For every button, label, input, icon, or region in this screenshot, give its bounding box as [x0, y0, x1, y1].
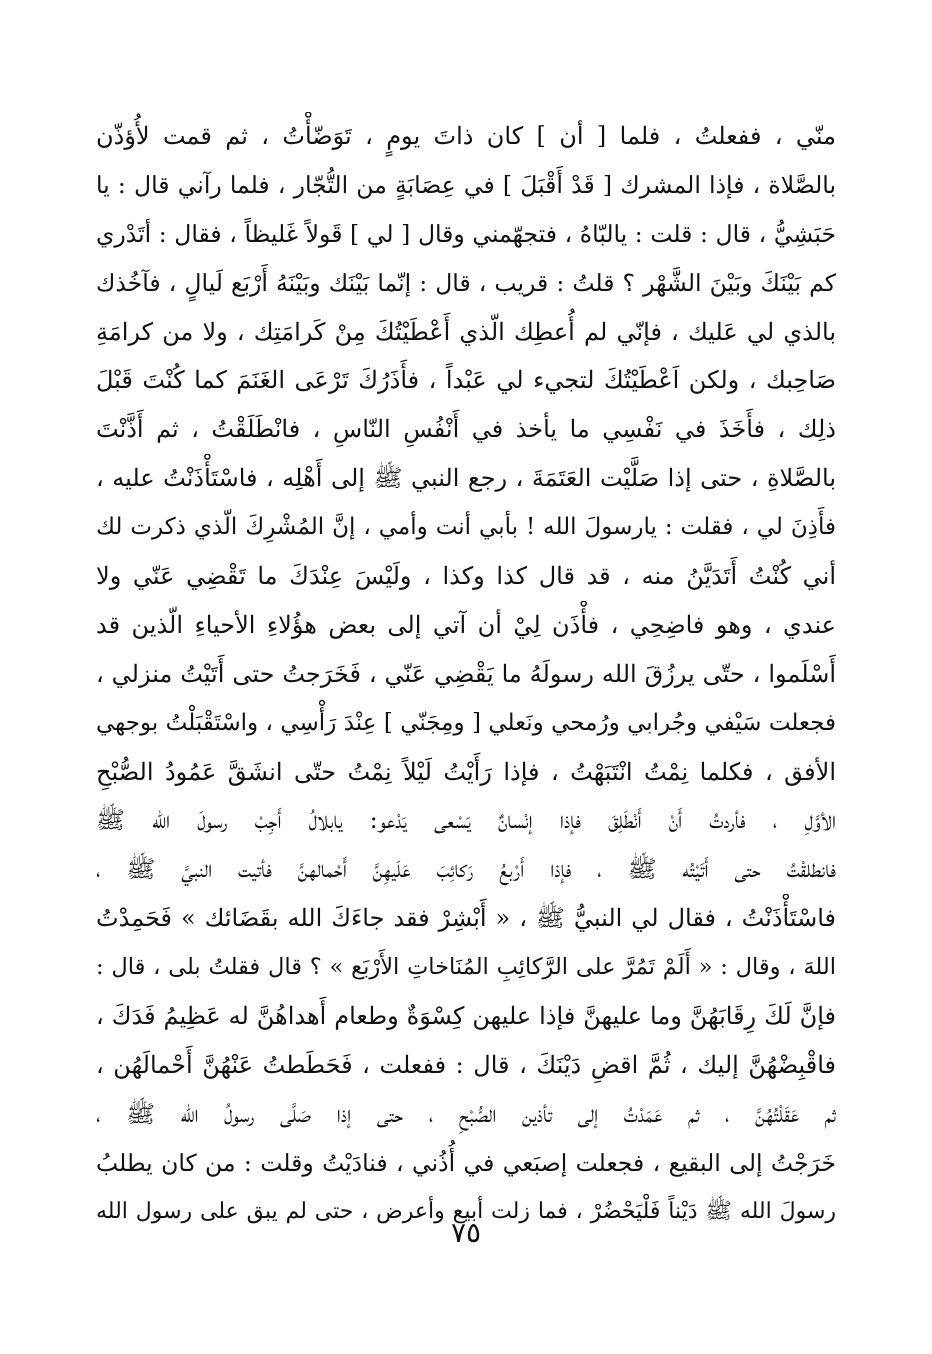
text-line-22: خَرَجْتُ إلى البقيع ، فجعلت إصبَعي في أُذُني ، فنادَيْتُ وقلت : من كان يطلبُ	[96, 1148, 836, 1177]
text-line-18: اللهَ ، وقال : « أَلَمْ تَمُرَّ على الرَّكائِبِ المُنَاخاتِ الأَرْبَع » ؟ قال فقلتُ بلى ، قال :	[96, 954, 836, 981]
text-line-9: فأَذِنَ لي ، فقلت : يارسولَ الله ! بأبي أنت وأمي ، إنَّ المُشْرِكَ الّذي ذكرت لك	[96, 514, 836, 541]
text-line-23: رسولَ الله ﷺ دَيْناً فَلْيَحْضُرْ ، فما زلت أبيع وأعرض ، حتى لم يبق على رسول الله	[96, 1198, 836, 1224]
text-line-20: فاقْبِضْهُنَّ إليك ، ثُمَّ اقضِ دَيْنَكَ ، قال : ففعلت ، فَحَطَطتُ عَنْهُنَّ أَحْمالَهُن ،	[96, 1050, 836, 1079]
text-line-5: بالذي لي عَليك ، فإنّي لم أُعطِك الّذي أَعْطَيْتُكَ مِنْ كَرامَتِك ، ولا من كرامَةِ	[96, 317, 836, 346]
text-line-10: أني كُنْتُ أَتَدَيَّنُ منه ، قد قال كذا وكذا ، ولَيْسَ عِنْدَكَ ما تَقْضِي عَنّي ولا	[96, 562, 836, 591]
text-line-4: كم بَيْنَكَ وبَيْنَ الشَّهْر ؟ قلتُ : قريب ، قال : إنّما بَيْنَك وبَيْنَهُ أَرْبَع لَيالٍ ، فآخُذك	[96, 268, 836, 297]
text-line-8: بالصَّلاةِ ، حتى إذا صَلَّيْت العَتَمَةَ ، رجع النبي ﷺ إلى أَهْلِه ، فاسْتَأْذَنْتُ عليه ،	[96, 464, 836, 493]
text-line-6: صَاحِبك ، ولكن اَعْطَيْتُكَ لتجيء لي عَبْداً ، فأَذَرُكَ تَرْعَى الغَنَمَ كما كُنْتَ قَبْلَ	[96, 366, 836, 395]
text-line-1: منّي ، ففعلتُ ، فلما [ أن ] كان ذاتَ يومٍ ، تَوَضّأْتُ ، ثم قمت لأُؤذّن	[96, 122, 836, 150]
text-line-12: أَسْلَموا ، حتّى يرزُقَ الله رسولَهُ ما يَقْضِي عَنّي ، فَخَرَجتُ حتى أَتَيْتُ منزلي ،	[96, 659, 836, 688]
text-line-14: الأفق ، فكلما نِمْتُ انْتَبَهْتُ ، فإذا رَأَيْتُ لَيْلاً نِمْتُ حتّى انشَقَّ عَمُودُ الصُّبْحِ	[96, 757, 836, 786]
text-line-11: عندي ، وهو فاضِحِي ، فأْذَن لِيْ أن آتي إلى بعض هؤُلاءِ الأحياءِ الّذين قد	[96, 610, 836, 639]
text-line-21: ثم عَقَلْتُهُنَّ ، ثم عَمَدْتُ إلى تأذين الصُّبْحِ ، حتى إذا صَلَّى رسولُ الله ﷺ ،	[96, 1099, 836, 1128]
text-line-13: فجعلت سَيْفي وجُرابي ورُمحي ونَعلي [ ومِجَنّي ] عِنْدَ رَأْسِي ، واسْتَقْبَلْتُ بوجهي	[96, 709, 836, 736]
text-line-7: ذلِك ، فأَخَذَ في نَفْسِي ما يأخذ في أَنْفُسِ النّاسِ ، فانْطَلَقْتُ ، ثم أَذَّنْتَ	[96, 415, 836, 444]
text-line-16: فانطلقْتُ حتى أَتَيْتُه ﷺ ، فإذا أَرْبعُ رَكائِبَ عَلَيهِنَّ أَحْمالهنَّ فأتيت النبيَّ ﷺ ،	[96, 855, 836, 884]
text-line-17: فاسْتَأْذَنْتُ ، فقال لي النبيُّ ﷺ ، « أَبْشِرْ فقد جاءَكَ الله بقَضَائك » فَحَمِدْتُ	[96, 904, 836, 933]
text-line-2: بالصَّلاة ، فإذا المشرك [ قَدْ أَقْبَلَ ] في عِصَابَةٍ من التُّجّار ، فلما رآني قال : يا	[96, 170, 836, 199]
body-text	[96, 112, 836, 1236]
text-line-15: الأوَّلِ ، فأردتُ أَنْ أَنْطَلِقَ فإذا إنْسانٌ يَسْعى يَدْعو: يابلالُ أَجِبْ رسولَ الله ﷺ	[96, 806, 836, 835]
text-line-3: حَبَشِيُّ ، قال : قلت : يالبّاهُ ، فتجهّمني وقال [ لي ] قَولاً غَليظاً ، فقال : أتَدْري	[96, 219, 836, 248]
text-line-19: فإنَّ لَكَ رِقَابَهُنَّ وما عليهنَّ فإذا عليهن كِسْوَةٌ وطعام أَهداهُنَّ له عَظِيمُ فَدَكَ ،	[96, 1002, 836, 1031]
page-number: ٧٥	[450, 1216, 482, 1249]
